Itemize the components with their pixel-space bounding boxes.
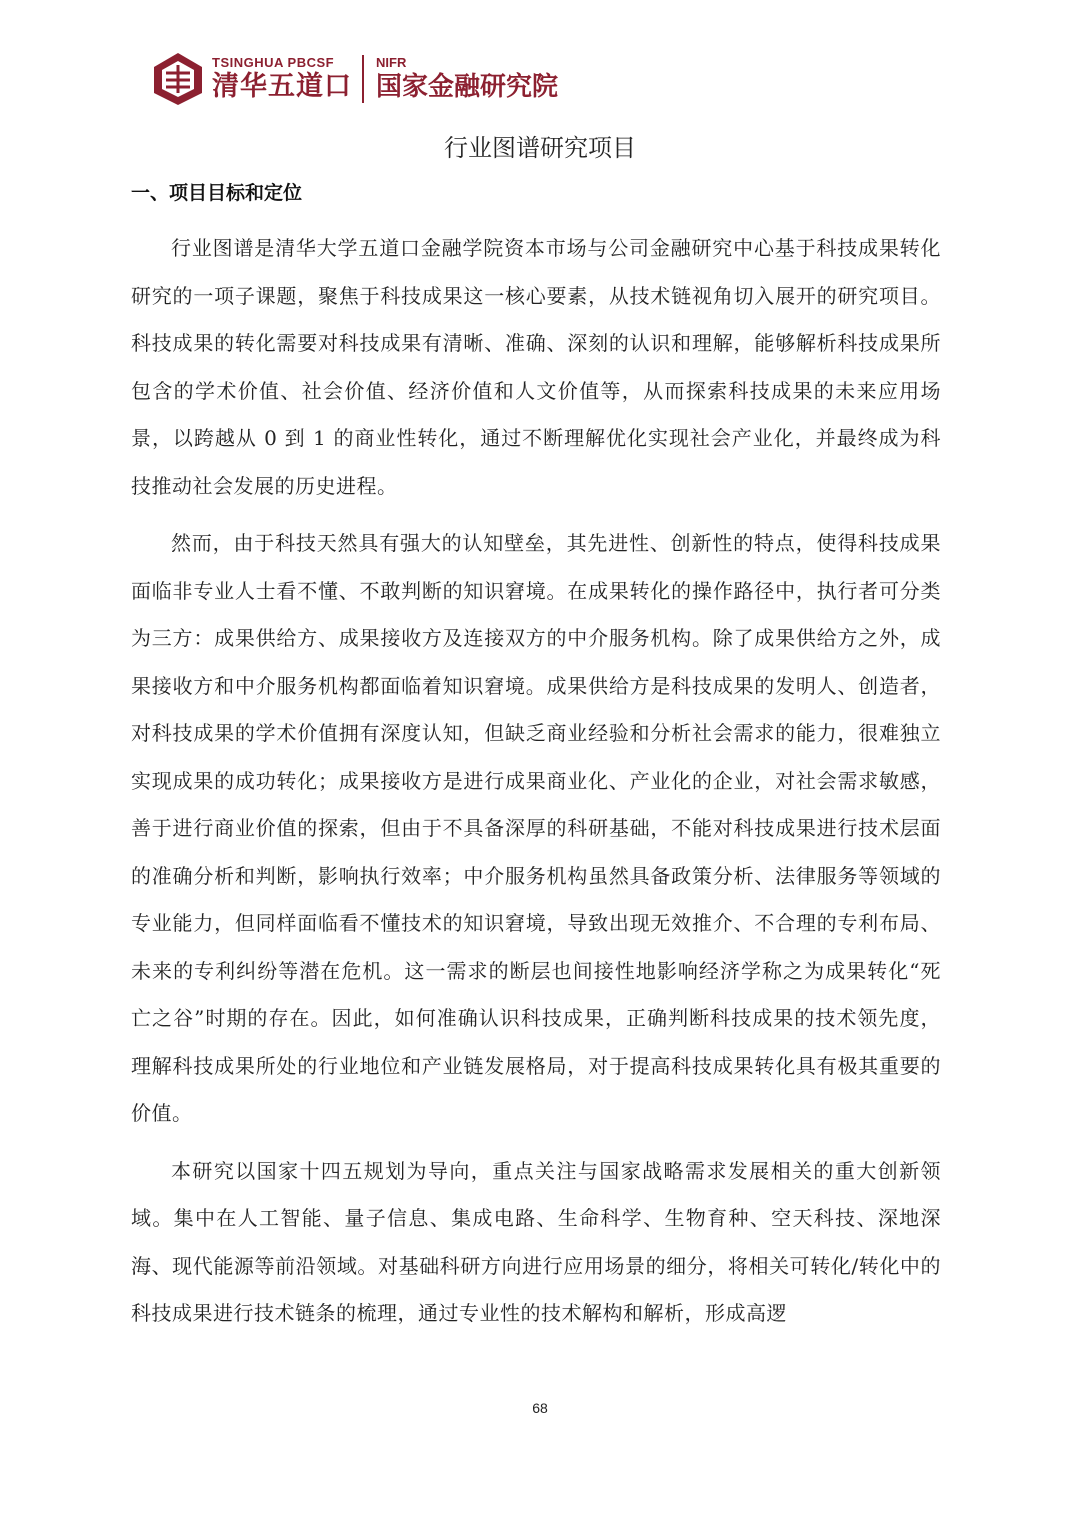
paragraph: 然而，由于科技天然具有强大的认知壁垒，其先进性、创新性的特点，使得科技成果面临非专业人士看不懂、不敢判断的知识窘境。在成果转化的操作路径中，执行者可分类为三方：成果供给方、成果接收方及连接双方的中介服务机构。除了成果供给方之外，成果接收方和中介服务机构都面临着知识窘境。成果供给方是科技成果的发明人、创造者，对科技成果的学术价值拥有深度认知，但缺乏商业经验和分析社会需求的能力，很难独立实现成果的成功转化；成果接收方是进行成果商业化、产业化的企业，对社会需求敏感，善于进行商业价值的探索，但由于不具备深厚的科研基础，不能对科技成果进行技术层面的准确分析和判断，影响执行效率；中介服务机构虽然具备政策分析、法律服务等领域的专业能力，但同样面临看不懂技术的知识窘境，导致出现无效推介、不合理的专利布局、未来的专利纠纷等潜在危机。这一需求的断层也间接性地影响经济学称之为成果转化“死亡之谷”时期的存在。因此，如何准确认识科技成果，正确判断科技成果的技术领先度，理解科技成果所处的行业地位和产业链发展格局，对于提高科技成果转化具有极其重要的价值。 [131,531,941,1125]
section-heading: 一、项目目标和定位 [131,182,303,204]
brand-block [212,55,352,103]
document-header [152,50,558,108]
brand-english-name: TSINGHUA PBCSF [212,55,335,70]
paragraph: 本研究以国家十四五规划为导向，重点关注与国家战略需求发展相关的重大创新领域。集中在人工智能、量子信息、集成电路、生命科学、生物育种、空天科技、深地深海、现代能源等前沿领域。对基础科研方向进行应用场景的细分，将相关可转化/转化中的科技成果进行技术链条的梳理，通过专业性的技术解构和解析，形成高逻 [131,1158,941,1325]
header-divider [362,55,364,103]
document-title: 行业图谱研究项目 [444,134,636,162]
org-block [376,55,558,103]
org-english-name: NIFR [376,55,407,70]
brand-chinese-name: 清华五道口 [212,71,352,102]
paragraph: 行业图谱是清华大学五道口金融学院资本市场与公司金融研究中心基于科技成果转化研究的一项子课题，聚焦于科技成果这一核心要素，从技术链视角切入展开的研究项目。科技成果的转化需要对科技成果有清晰、准确、深刻的认识和理解，能够解析科技成果所包含的学术价值、社会价值、经济价值和人文价值等，从而探索科技成果的未来应用场景，以跨越从 0 到 1 的商业性转化，通过不断理解优化实现社会产业化，并最终成为科技推动社会发展的历史进程。 [131,236,941,498]
body-text [131,225,941,1348]
tsinghua-pbcsf-emblem-icon [152,51,204,107]
org-chinese-name: 国家金融研究院 [376,72,559,102]
page-number: 68 [532,1400,548,1416]
